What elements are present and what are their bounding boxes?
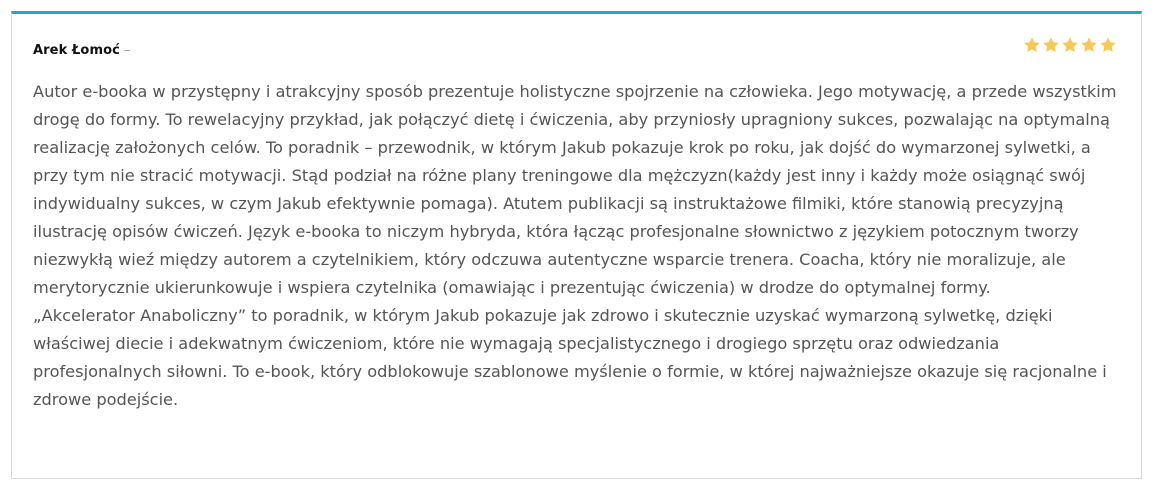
name-separator: – [123,42,131,58]
star-icon [1080,36,1098,54]
review-card [11,11,1142,479]
reviewer-name: Arek Łomoć [33,42,120,58]
review-paragraph: Autor e-booka w przystępny i atrakcyjny sposób prezentuje holistyczne spojrzenie na człowieka. Jego motywację, a przede wszystkim drogę do formy. To rewelacyjny przykład, jak połączyć dietę i ćwiczenia, aby przyniosły upragniony sukces, pozwalając na optymalną realizację założonych celów. To poradnik – przewodnik, w którym Jakub pokazuje krok po roku, jak dojść do wymarzonej sylwetki, a przy tym nie stracić motywacji. Stąd podział na różne plany treningowe dla mężczyzn(każdy jest inny i każdy może osiągnąć swój indywidualny sukces, w czym Jakub efektywnie pomaga). Atutem publikacji są instruktażowe filmiki, które stanowią precyzyjną ilustrację opisów ćwiczeń. Język e-booka to niczym hybryda, która łącząc profesjonalne słownictwo z językiem potocznym tworzy niezwykłą wieź między autorem a czytelnikiem, który odczuwa autentyczne wsparcie trenera. Coacha, który nie moralizuje, ale merytorycznie ukierunkowuje i wspiera czytelnika (omawiając i prezentując ćwiczenia) w drodze do optymalnej formy. [33,82,1117,297]
star-icon [1061,36,1079,54]
review-text [33,78,1123,414]
star-rating [1023,36,1117,54]
star-icon [1023,36,1041,54]
star-icon [1099,36,1117,54]
review-header [33,40,130,60]
review-paragraph: „Akcelerator Anaboliczny” to poradnik, w którym Jakub pokazuje jak zdrowo i skutecznie uzyskać wymarzoną sylwetkę, dzięki właściwej diecie i adekwatnym ćwiczeniom, które nie wymagają specjalistycznego i drogiego sprzętu oraz odwiedzania profesjonalnych siłowni. To e-book, który odblokowuje szablonowe myślenie o formie, w której najważniejsze okazuje się racjonalne i zdrowe podejście. [33,306,1107,409]
star-icon [1042,36,1060,54]
